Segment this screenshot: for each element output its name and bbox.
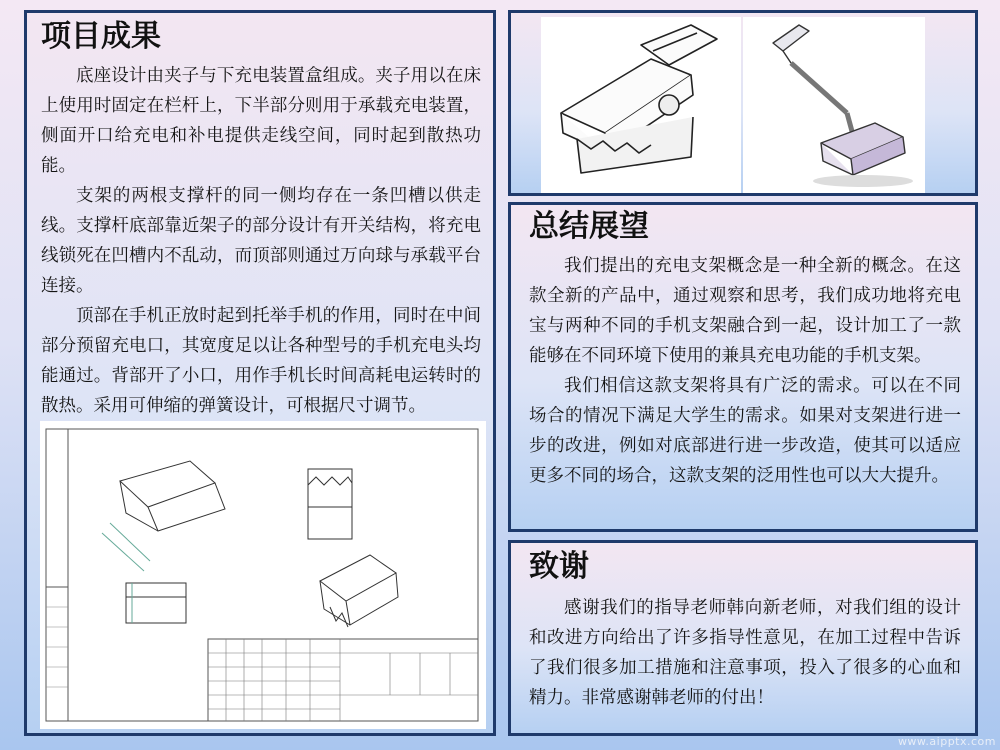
summary-heading: 总结展望 <box>529 209 649 244</box>
product-renders-panel <box>508 10 978 196</box>
stand-render-image <box>743 17 925 193</box>
thanks-heading: 致谢 <box>529 549 589 584</box>
engineering-drawing-image <box>40 421 486 729</box>
results-paragraph-1: 底座设计由夹子与下充电装置盒组成。夹子用以在床上使用时固定在栏杆上，下半部分则用于承载充电装置，侧面开口给充电和补电提供走线空间，同时起到散热功能。 <box>41 66 481 176</box>
thanks-paragraph-1: 感谢我们的指导老师韩向新老师，对我们组的设计和改进方向给出了许多指导性意见，在加工过程中告诉了我们很多加工措施和注意事项，投入了很多的心血和精力。非常感谢韩老师的付出！ <box>529 598 961 708</box>
results-heading: 项目成果 <box>41 19 161 54</box>
results-paragraph-2: 支架的两根支撑杆的同一侧均存在一条凹槽以供走线。支撑杆底部靠近架子的部分设计有开关结构，将充电线锁死在凹槽内不乱动，而顶部则通过万向球与承载平台连接。 <box>41 186 481 296</box>
results-body <box>41 61 481 421</box>
thanks-body <box>529 593 961 713</box>
thanks-panel <box>508 540 978 736</box>
summary-paragraph-1: 我们提出的充电支架概念是一种全新的概念。在这款全新的产品中，通过观察和思考，我们成功地将充电宝与两种不同的手机支架融合到一起，设计加工了一款能够在不同环境下使用的兼具充电功能的手机支架。 <box>529 256 961 366</box>
summary-body <box>529 251 961 491</box>
watermark: www.aipptx.com <box>897 735 996 748</box>
summary-panel <box>508 202 978 532</box>
clip-render-image <box>541 17 741 193</box>
summary-paragraph-2: 我们相信这款支架将具有广泛的需求。可以在不同场合的情况下满足大学生的需求。如果对支架进行进一步的改进，例如对底部进行进一步改造，使其可以适应更多不同的场合，这款支架的泛用性也可以大大提升。 <box>529 376 961 486</box>
results-paragraph-3: 顶部在手机正放时起到托举手机的作用，同时在中间部分预留充电口，其宽度足以让各种型号的手机充电头均能通过。背部开了小口，用作手机长时间高耗电运转时的散热。采用可伸缩的弹簧设计，可根据尺寸调节。 <box>41 306 481 416</box>
